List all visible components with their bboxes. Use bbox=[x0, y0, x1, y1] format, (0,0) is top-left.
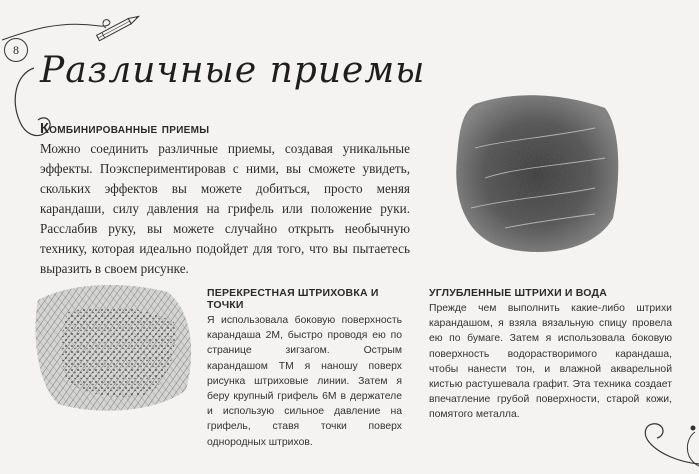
intro-paragraph bbox=[40, 139, 410, 279]
technique-text: Прежде чем выполнить какие-либо штрихи карандашом, я взяла вязальную спицу провела ею по бумаге. Затем я использовала боковую поверхность водорастворимого карандаша, чтобы нанести тон, и влажной акварельной кистью растушевала графит. Эта техника создает впечатление грубой поверхности, старой кожи, помятого металла. bbox=[429, 303, 672, 421]
page-number: 8 bbox=[4, 38, 28, 62]
section-heading: Комбинированные приемы bbox=[40, 121, 210, 137]
technique-heading: ПЕРЕКРЕСТНАЯ ШТРИХОВКА И ТОЧКИ bbox=[207, 287, 379, 311]
corner-swirl-ornament bbox=[589, 394, 699, 474]
technique-heading: УГЛУБЛЕННЫЕ ШТРИХИ И ВОДА bbox=[429, 287, 608, 299]
technique-text: Я использовала боковую поверхность карандаша 2М, быстро проводя ею по странице зигзагом. Острым карандашом ТМ я наношу поверх рисунка штриховые линии. Затем я беру крупный грифель 6М в держателе и использую сильное давление на грифель, ставя точки поверх однородных штрихов. bbox=[207, 315, 402, 448]
technique-crosshatch bbox=[207, 287, 402, 450]
graphite-sketch-crosshatch bbox=[28, 272, 200, 422]
chapter-title: Различные приемы bbox=[40, 50, 426, 91]
graphite-sketch-water bbox=[445, 88, 625, 263]
intro-text: Можно соединить различные приемы, создавая уникальные эффекты. Поэкспериментировав с ними, вы сможете увидеть, скольких эффектов вы можете добиться, просто меняя карандаши, силу давления на грифель или положение руки. Расслабив руку, вы можете случайно открыть необычную технику, которая идеально подойдет для того, что вы пытаетесь выразить в своем рисунке. bbox=[40, 141, 410, 276]
pencil-icon bbox=[97, 14, 140, 41]
